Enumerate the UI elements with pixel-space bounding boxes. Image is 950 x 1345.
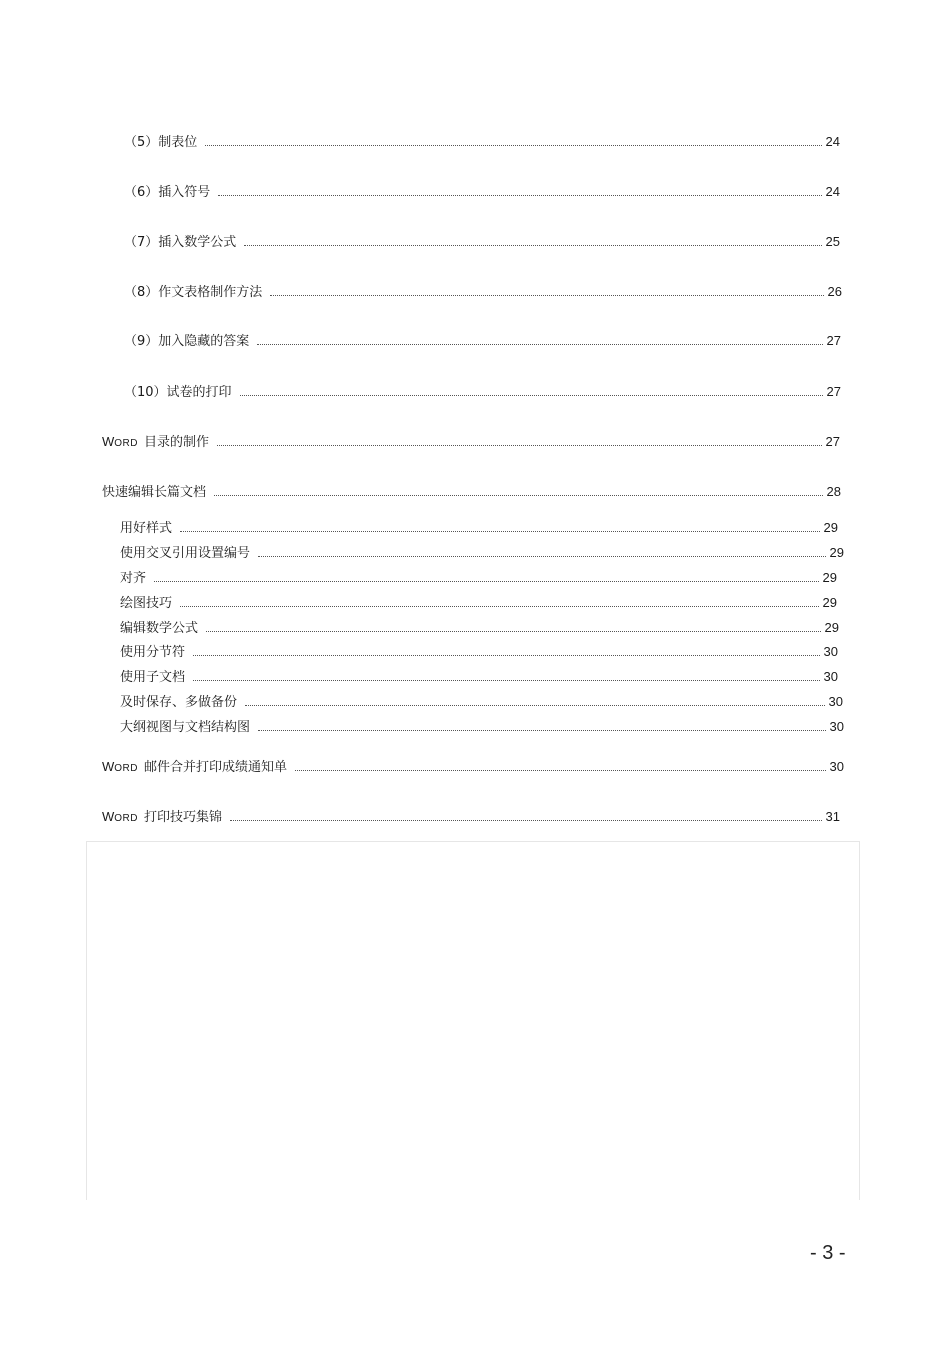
toc-dot-leader	[230, 809, 822, 821]
toc-entry-title: （8）作文表格制作方法	[124, 285, 263, 300]
word-small-caps: ORD	[114, 813, 139, 824]
toc-page-number: 31	[825, 809, 840, 824]
toc-entry-drawing[interactable]	[120, 595, 837, 612]
toc-dot-leader	[257, 333, 822, 345]
toc-page-number: 29	[829, 545, 844, 560]
toc-page-number: 30	[828, 694, 843, 709]
toc-entry-title: 使用子文档	[120, 670, 186, 685]
toc-page-number: 25	[825, 234, 840, 249]
word-cap-letter: W	[102, 759, 115, 774]
toc-dot-leader	[205, 134, 821, 146]
toc-entry-title: 用好样式	[120, 521, 173, 536]
toc-entry-title: （10）试卷的打印	[124, 385, 232, 400]
word-small-caps: ORD	[114, 438, 139, 449]
toc-page-number: 27	[826, 333, 841, 348]
toc-entry-title: 快速编辑长篇文档	[102, 485, 207, 500]
word-cap-letter: W	[102, 434, 115, 449]
toc-entry-subdocument[interactable]	[120, 669, 838, 686]
toc-entry-mail-merge[interactable]	[102, 759, 844, 777]
toc-dot-leader	[295, 759, 826, 771]
toc-dot-leader	[193, 669, 820, 681]
toc-dot-leader	[270, 284, 823, 296]
toc-dot-leader	[206, 620, 821, 632]
toc-entry-save-backup[interactable]	[120, 694, 843, 711]
footer-page-number: - 3 -	[810, 1242, 846, 1264]
toc-page-number: 30	[823, 669, 838, 684]
toc-entry-edit-math[interactable]	[120, 620, 839, 637]
toc-entry-title: （6）插入符号	[124, 185, 211, 200]
toc-entry-title: （5）制表位	[124, 135, 198, 150]
toc-dot-leader	[217, 434, 822, 446]
toc-dot-leader	[245, 694, 825, 706]
toc-page-number: 28	[826, 484, 841, 499]
toc-dot-leader	[240, 384, 823, 396]
toc-page-number: 26	[827, 284, 842, 299]
toc-entry-essay-table[interactable]	[124, 284, 842, 301]
toc-page-number: 24	[825, 184, 840, 199]
toc-page-number: 27	[826, 384, 841, 399]
toc-entry-outline-view[interactable]	[120, 719, 844, 736]
toc-entry-hidden-answer[interactable]	[124, 333, 841, 350]
toc-entry-title: 使用分节符	[120, 645, 186, 660]
toc-dot-leader	[154, 570, 819, 582]
toc-dot-leader	[258, 719, 826, 731]
toc-dot-leader	[180, 520, 820, 532]
toc-page-number: 30	[829, 759, 844, 774]
toc-entry-title: 绘图技巧	[120, 596, 173, 611]
toc-entry-title: 编辑数学公式	[120, 621, 199, 636]
toc-page-number: 30	[829, 719, 844, 734]
toc-entry-title-group	[102, 759, 287, 777]
toc-entry-title-group	[102, 434, 209, 452]
toc-page-number: 27	[825, 434, 840, 449]
toc-entry-title-group	[102, 809, 222, 827]
toc-page-number: 29	[824, 620, 839, 635]
toc-dot-leader	[214, 484, 823, 496]
toc-entry-insert-math[interactable]	[124, 234, 840, 251]
toc-entry-section-break[interactable]	[120, 644, 838, 661]
toc-entry-title: 大纲视图与文档结构图	[120, 720, 251, 735]
toc-dot-leader	[258, 545, 826, 557]
toc-entry-styles[interactable]	[120, 520, 838, 537]
toc-entry-title: 使用交叉引用设置编号	[120, 546, 251, 561]
toc-entry-align[interactable]	[120, 570, 837, 587]
toc-entry-cross-ref[interactable]	[120, 545, 844, 562]
toc-dot-leader	[244, 234, 821, 246]
word-small-caps: ORD	[114, 763, 139, 774]
word-cap-letter: W	[102, 809, 115, 824]
toc-entry-title: （7）插入数学公式	[124, 235, 237, 250]
toc-page-number: 24	[825, 134, 840, 149]
toc-entry-title: （9）加入隐藏的答案	[124, 334, 250, 349]
toc-entry-long-doc[interactable]	[102, 484, 841, 501]
toc-entry-title: 目录的制作	[144, 435, 210, 450]
toc-dot-leader	[180, 595, 819, 607]
toc-page-number: 29	[822, 595, 837, 610]
toc-entry-tab-stops[interactable]	[124, 134, 840, 151]
toc-entry-title: 打印技巧集锦	[144, 810, 223, 825]
toc-entry-word-toc[interactable]	[102, 434, 840, 452]
toc-dot-leader	[218, 184, 821, 196]
toc-page-number: 29	[823, 520, 838, 535]
toc-dot-leader	[193, 644, 820, 656]
toc-page-number: 29	[822, 570, 837, 585]
blank-content-frame	[86, 841, 860, 1200]
toc-page-number: 30	[823, 644, 838, 659]
toc-entry-title: 邮件合并打印成绩通知单	[144, 760, 288, 775]
toc-entry-print-tips[interactable]	[102, 809, 840, 827]
toc-entry-title: 及时保存、多做备份	[120, 695, 238, 710]
toc-entry-insert-symbol[interactable]	[124, 184, 840, 201]
toc-entry-print-exam[interactable]	[124, 384, 841, 401]
toc-entry-title: 对齐	[120, 571, 147, 586]
